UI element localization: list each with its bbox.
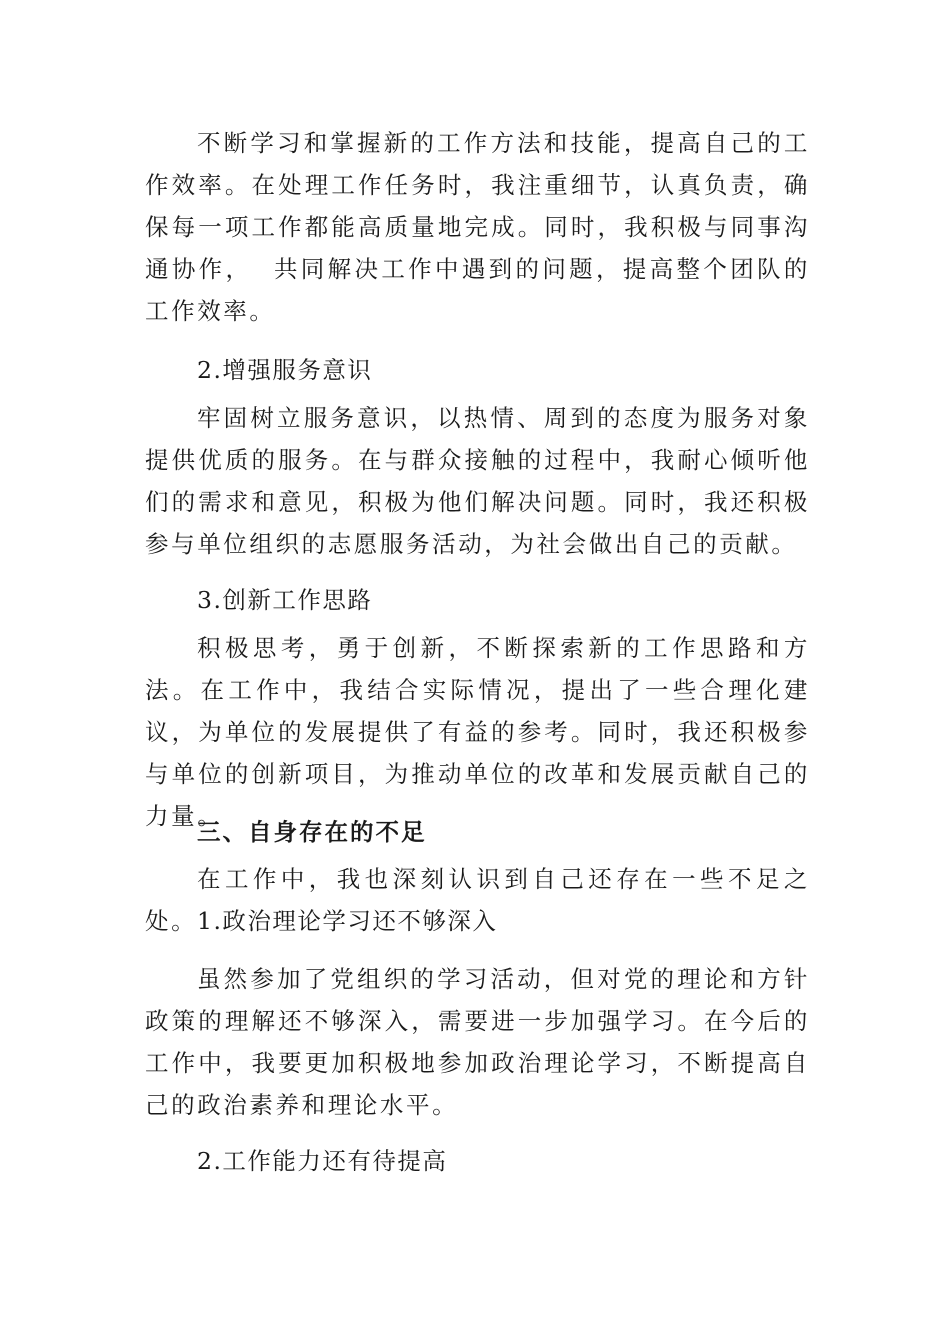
heading-service-awareness: 2.增强服务意识 [197, 356, 373, 384]
paragraph-service-awareness: 牢固树立服务意识，以热情、周到的态度为服务对象提供优质的服务。在与群众接触的过程中，我耐心倾听他们的需求和意见，积极为他们解决问题。同时，我还积极参与单位组织的志愿服务活动，为社会做出自己的贡献。 [145, 404, 810, 558]
heading-political-theory: 1.政治理论学习还不够深入 [197, 907, 498, 935]
paragraph-innovation: 积极思考，勇于创新，不断探索新的工作思路和方法。在工作中，我结合实际情况，提出了一些合理化建议，为单位的发展提供了有益的参考。同时，我还积极参与单位的创新项目，为推动单位的改革和发展贡献自己的力量。 [145, 634, 810, 830]
heading-work-ability: 2.工作能力还有待提高 [197, 1147, 448, 1175]
paragraph-political-theory: 虽然参加了党组织的学习活动，但对党的理论和方针政策的理解还不够深入，需要进一步加强学习。在今后的工作中，我要更加积极地参加政治理论学习，不断提高自己的政治素养和理论水平。 [145, 965, 810, 1119]
paragraph-shortcomings-intro: 在工作中，我也深刻认识到自己还存在一些不足之处。 [145, 865, 810, 935]
heading-innovation: 3.创新工作思路 [197, 586, 373, 614]
paragraph-work-efficiency: 不断学习和掌握新的工作方法和技能，提高自己的工作效率。在处理工作任务时，我注重细节，认真负责，确保每一项工作都能高质量地完成。同时，我积极与同事沟通协作， 共同解决工作中遇到的问题，提高整个团队的工作效率。 [145, 129, 810, 325]
section-title-shortcomings: 三、自身存在的不足 [197, 818, 427, 846]
